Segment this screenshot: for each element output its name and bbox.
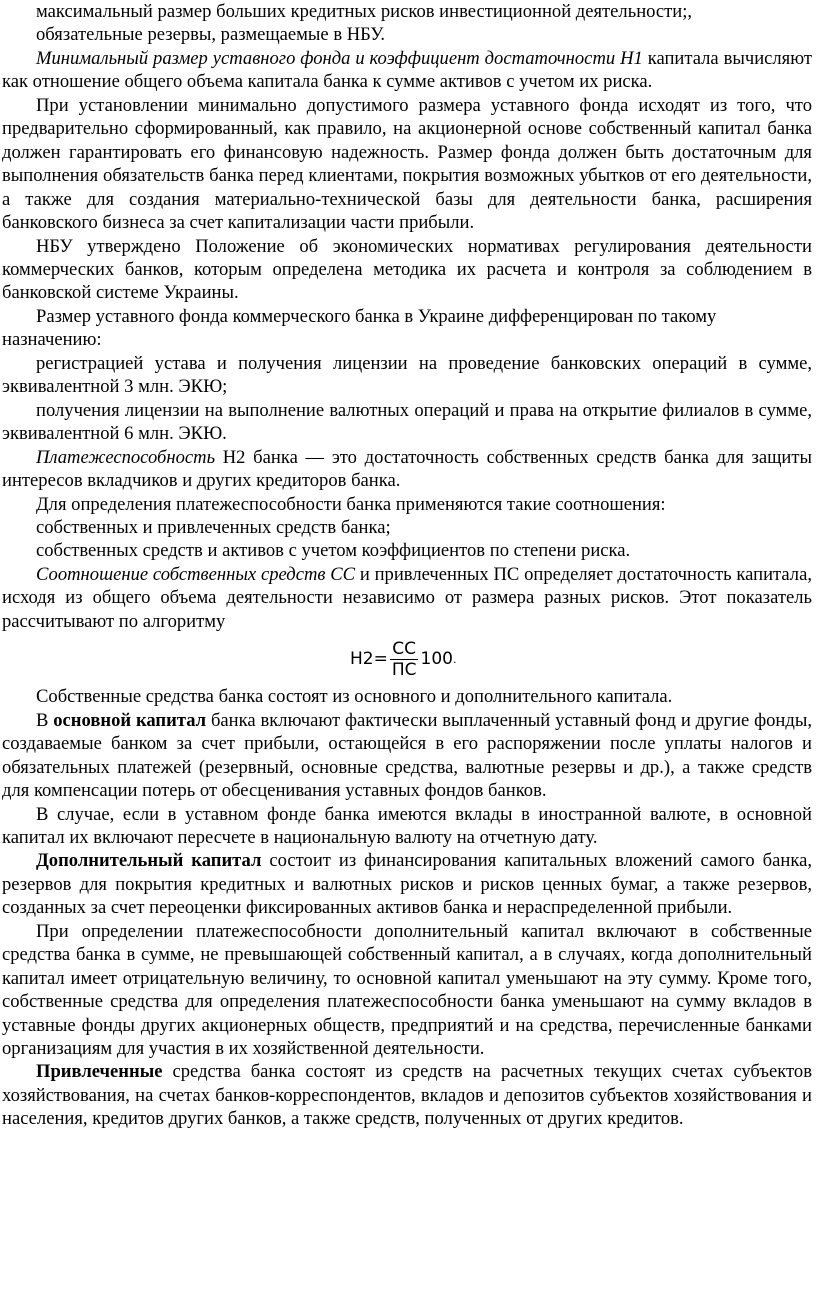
- list-item-currency-license: получения лицензии на выполнение валютных операций и права на открытие филиалов в сумме, эквивалентной 6 млн. ЭКЮ.: [2, 399, 812, 445]
- list-item-own-and-borrowed: собственных и привлеченных средств банка;: [36, 516, 391, 538]
- paragraph-own-funds-ratio: [2, 563, 812, 633]
- paragraph-own-funds-composition: Собственные средства банка состоят из основного и дополнительного капитала.: [36, 686, 673, 708]
- formula-h2: [2, 633, 812, 685]
- paragraph-text: Н2 банка — это достаточность собственных средств банка для защиты интересов вкладчиков и других кредиторов банка.: [2, 446, 812, 492]
- paragraph-text: и привлеченных ПС определяет достаточность капитала, исходя из общего объема деятельности независимо от размера разных рисков. Этот показатель рассчитывают по алгоритму: [2, 563, 812, 632]
- paragraph-additional-capital: [2, 849, 812, 919]
- paragraph-solvency-calculation: При определении платежеспособности дополнительный капитал включают в собственные средства банка в сумме, не превышающей собственный капитал, а в случаях, когда дополнительный капитал имеет отрицательную величину, то основной капитал уменьшают на эту сумму. Кроме того, собственные средства для определения платежеспособности банка уменьшают на сумму вкладов в уставные фонды других акционерных обществ, предприятий и на средства, перечисленные банками организациям для участия в их хозяйственной деятельности.: [2, 920, 812, 1060]
- italic-term-charter-fund: Минимальный размер уставного фонда и коэффициент достаточности Н1: [36, 47, 643, 69]
- paragraph-text: состоит из финансирования капитальных вложений самого банка, резервов для покрытия кредитных и валютных рисков и рисков ценных бумаг, а также резервов, созданных за счет переоценки фиксированных активов банка и нераспределенной прибыли.: [2, 850, 812, 919]
- formula-denominator: ПС: [391, 659, 417, 680]
- paragraph-text: средства банка состоят из средств на расчетных текущих счетах субъектов хозяйствования, на счетах банков-корреспондентов, вкладов и депозитов субъектов хозяйствования и населения, кредитов других банков, а также средств, полученных от других кредитов.: [2, 1061, 812, 1130]
- paragraph-minimum-charter-fund: При установлении минимально допустимого размера уставного фонда исходят из того, что предварительно сформированный, как правило, на акционерной основе собственный капитал банка должен гарантировать его финансовую надежность. Размер фонда должен быть достаточным для выполнения обязательств банка перед клиентами, покрытия возможных убытков от его деятельности, а также для создания материально-технической базы для деятельности банка, расширения банковского бизнеса за счет капитализации части прибыли.: [2, 94, 812, 234]
- paragraph-solvency-definition: [2, 446, 812, 493]
- paragraph-ratios-intro: Для определения платежеспособности банка применяются такие соотношения:: [36, 493, 666, 515]
- paragraph-text: банка включают фактически выплаченный уставный фонд и другие фонды, создаваемые банком за счет прибыли, остающейся в его распоряжении после уплаты налогов и обязательных платежей (резервный, основные средства, валютные резервы и др.), а также средств для компенсации потерь от обесценивания уставных фондов банков.: [2, 709, 812, 802]
- paragraph-charter-fund-definition: [2, 47, 812, 94]
- italic-term-own-funds-ratio: Соотношение собственных средств СС: [36, 563, 356, 585]
- paragraph-borrowed-funds: [2, 1060, 812, 1130]
- paragraph-text: В: [36, 709, 54, 731]
- paragraph-foreign-currency: В случае, если в уставном фонде банка имеются вклады в иностранной валюте, в основной капитал их включают пересчете в национальную валюту на отчетную дату.: [2, 803, 812, 848]
- formula-lhs: Н2=: [350, 648, 388, 669]
- paragraph-fund-differentiation: Размер уставного фонда коммерческого банка в Украине дифференцирован по такому назначению:: [2, 305, 717, 351]
- list-item-own-and-assets: собственных средств и активов с учетом коэффициентов по степени риска.: [36, 540, 631, 562]
- paragraph-nbu-regulation: НБУ утверждено Положение об экономических нормативах регулирования деятельности коммерческих банков, которым определена методика их расчета и контроля за соблюдением в банковской системе Украины.: [2, 235, 812, 304]
- paragraph-mandatory-reserves: обязательные резервы, размещаемые в НБУ.: [36, 24, 385, 46]
- paragraph-core-capital: [2, 709, 812, 803]
- list-item-registration: регистрацией устава и получения лицензии на проведение банковских операций в сумме, эквивалентной 3 млн. ЭКЮ;: [2, 352, 812, 398]
- bold-term-additional-capital: Дополнительный капитал: [36, 850, 262, 872]
- formula-numerator: СС: [392, 638, 417, 659]
- paragraph-large-risks: максимальный размер больших кредитных рисков инвестиционной деятельности;,: [36, 1, 693, 22]
- italic-term-solvency: Платежеспособность: [36, 446, 216, 468]
- paragraph-text: капитала вычисляют как отношение общего объема капитала банка к сумме активов с учетом их риска.: [2, 47, 812, 93]
- bold-term-core-capital: основной капитал: [53, 709, 207, 731]
- bold-term-borrowed: Привлеченные: [36, 1061, 163, 1083]
- formula-fraction: [390, 639, 419, 680]
- formula-end: .: [452, 652, 457, 666]
- formula-factor: 100: [420, 648, 453, 669]
